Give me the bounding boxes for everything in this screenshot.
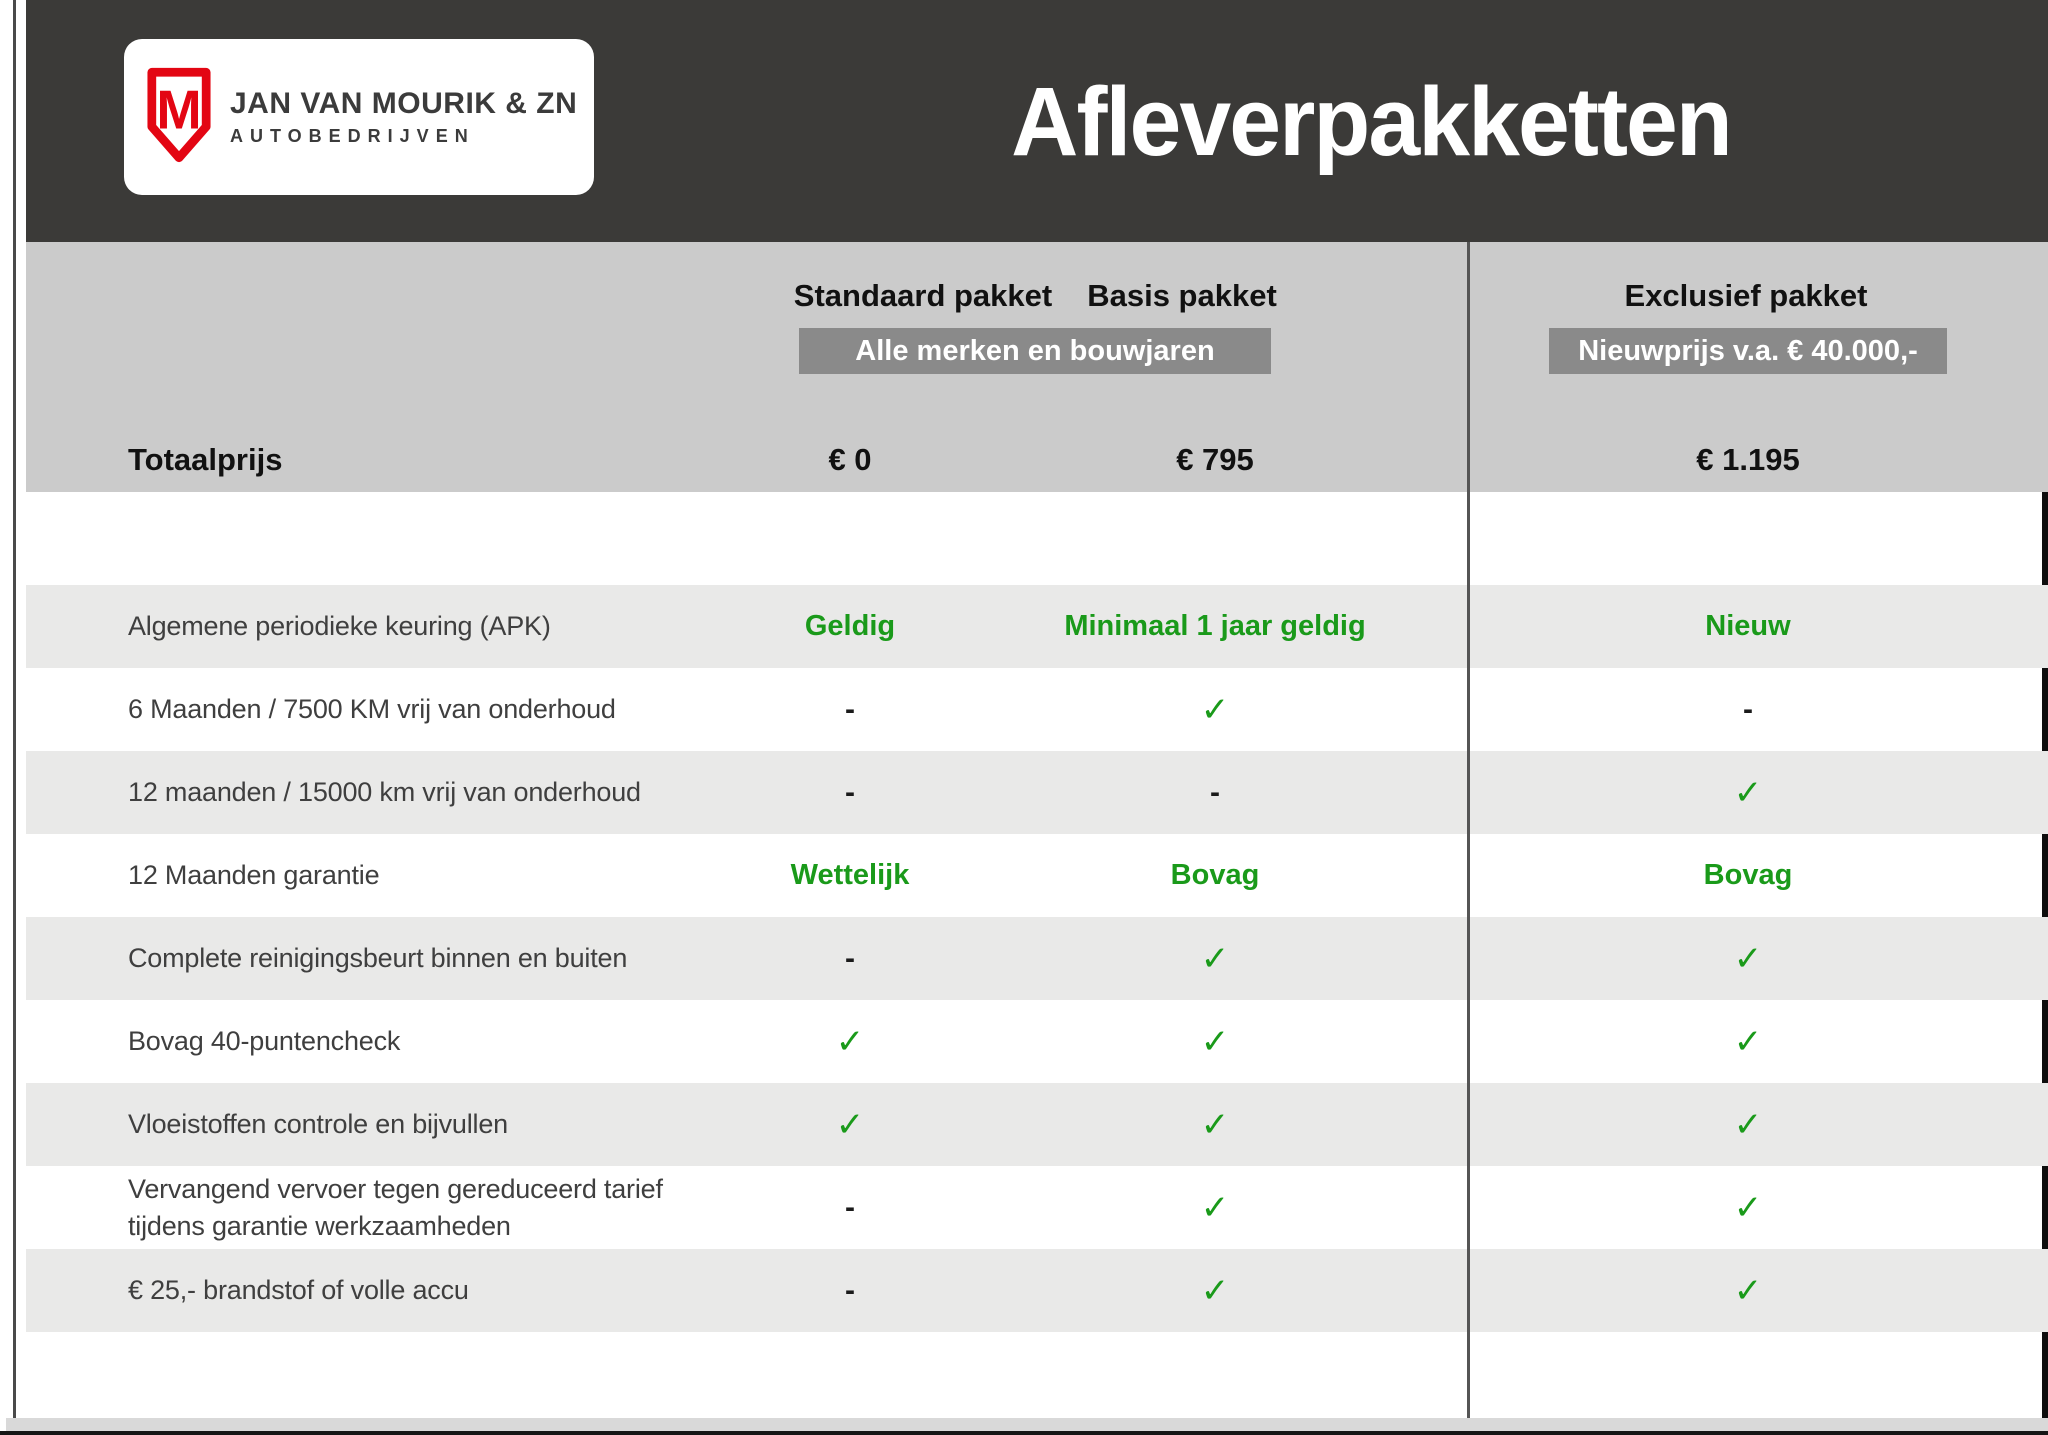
check-icon: ✓ (1200, 689, 1230, 730)
check-icon: ✓ (1200, 938, 1230, 979)
feature-label: 12 maanden / 15000 km vrij van onderhoud (128, 777, 641, 808)
badge-new-price: Nieuwprijs v.a. € 40.000,- (1549, 328, 1947, 374)
table-row (26, 1249, 2048, 1332)
table-row (26, 585, 2048, 668)
page-left-border (13, 0, 16, 1435)
feature-table (26, 585, 2048, 1332)
check-icon: ✓ (1733, 1187, 1763, 1228)
check-icon: ✓ (1733, 938, 1763, 979)
page-bottom-border (0, 1431, 2048, 1435)
check-icon: ✓ (835, 1021, 865, 1062)
dash-icon: - (845, 1273, 855, 1307)
feature-label: Vervangend vervoer tegen gereduceerd tarief tijdens garantie werkzaamheden (128, 1174, 663, 1241)
table-row (26, 668, 2048, 751)
check-icon: ✓ (1733, 772, 1763, 813)
dash-icon: - (845, 941, 855, 975)
package-header-band (26, 242, 2048, 492)
header-band (26, 0, 2048, 242)
svg-text:M: M (156, 79, 202, 141)
next-page-edge (6, 1418, 2048, 1431)
table-row (26, 1000, 2048, 1083)
check-icon: ✓ (1733, 1021, 1763, 1062)
check-icon: ✓ (1200, 1187, 1230, 1228)
dash-icon: - (845, 692, 855, 726)
column-header-exclusief: Exclusief pakket (1624, 278, 1868, 313)
badge-all-brands: Alle merken en bouwjaren (799, 328, 1271, 374)
check-icon: ✓ (1200, 1270, 1230, 1311)
feature-value: Geldig (804, 610, 896, 642)
feature-label: Vloeistoffen controle en bijvullen (128, 1109, 508, 1140)
feature-value: Minimaal 1 jaar geldig (1064, 610, 1366, 642)
totals-label: Totaalprijs (128, 442, 283, 477)
feature-label: Complete reinigingsbeurt binnen en buiten (128, 943, 628, 974)
column-header-standaard: Standaard pakket (793, 278, 1053, 313)
brand-name-line2: AUTOBEDRIJVEN (230, 126, 475, 146)
check-icon: ✓ (1733, 1270, 1763, 1311)
feature-value: Wettelijk (790, 859, 910, 891)
table-row (26, 834, 2048, 917)
feature-label: 6 Maanden / 7500 KM vrij van onderhoud (128, 694, 616, 725)
dash-icon: - (845, 775, 855, 809)
table-row (26, 917, 2048, 1000)
dash-icon: - (845, 1190, 855, 1224)
total-price-exclusief: € 1.195 (1696, 442, 1800, 477)
feature-value: Bovag (1170, 859, 1260, 891)
total-price-standaard: € 0 (828, 442, 872, 477)
brand-name (230, 87, 577, 147)
table-row (26, 1083, 2048, 1166)
column-divider-line (1467, 242, 1470, 1418)
feature-label: Bovag 40-puntencheck (128, 1026, 401, 1057)
check-icon: ✓ (1200, 1104, 1230, 1145)
feature-label: € 25,- brandstof of volle accu (128, 1275, 469, 1306)
feature-label: Algemene periodieke keuring (APK) (128, 611, 551, 642)
brand-name-line1: JAN VAN MOURIK & ZN (230, 87, 578, 120)
feature-value: Bovag (1703, 859, 1793, 891)
totals-row (26, 438, 2048, 482)
brand-logo-card (124, 39, 594, 195)
column-header-basis: Basis pakket (1087, 278, 1277, 313)
table-row (26, 751, 2048, 834)
brand-shield-icon (146, 66, 212, 169)
dash-icon: - (1743, 692, 1753, 726)
page-title: Afleverpakketten (1011, 67, 1731, 176)
feature-value: Nieuw (1705, 610, 1791, 642)
dash-icon: - (1210, 775, 1220, 809)
feature-label: 12 Maanden garantie (128, 860, 380, 891)
check-icon: ✓ (1200, 1021, 1230, 1062)
total-price-basis: € 795 (1176, 442, 1254, 477)
table-row (26, 1166, 2048, 1249)
check-icon: ✓ (835, 1104, 865, 1145)
check-icon: ✓ (1733, 1104, 1763, 1145)
